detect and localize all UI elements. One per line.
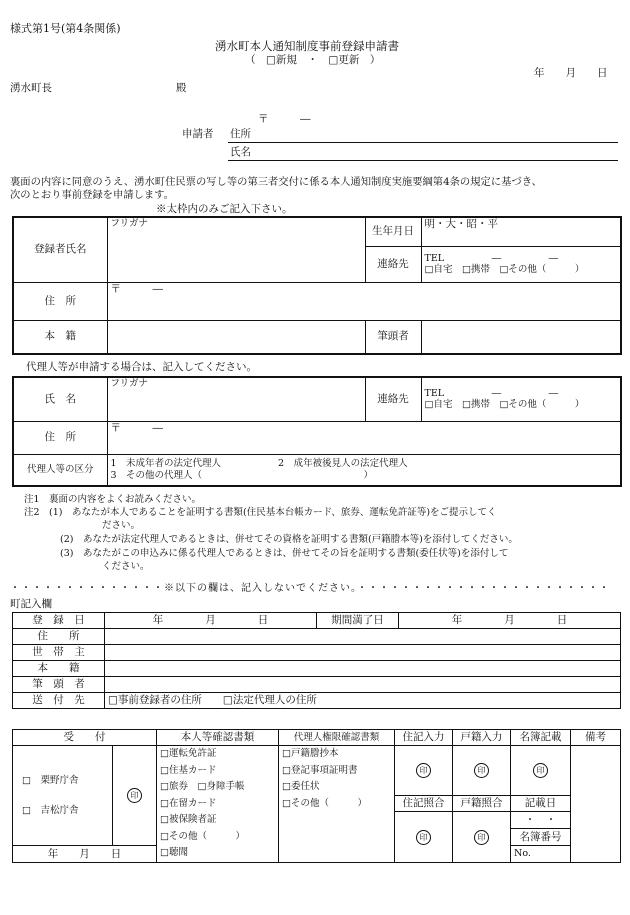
note-4: (3) あなたがこの申込みに係る代理人であるときは、併せてその旨を証明する書類(委任状等)を添付して bbox=[60, 548, 509, 559]
agent-contact-label: 連絡先 bbox=[365, 377, 421, 421]
id-doc-item: □旅券 □身障手帳 bbox=[160, 781, 245, 792]
registrant-name-label: 登録者氏名 bbox=[13, 217, 107, 282]
frame-note: ※太枠内のみご記入下さい。 bbox=[156, 203, 293, 215]
applicant-address-label: 住所 bbox=[230, 128, 251, 140]
honseki-label: 本 籍 bbox=[13, 320, 107, 354]
birth-label: 生年月日 bbox=[365, 217, 421, 246]
note-2: 注2 (1) あなたが本人であることを証明する書類(住民基本台帳カード、旅券、運転免許証等)をご提示してく bbox=[24, 507, 497, 518]
stamp-icon: 印 bbox=[474, 763, 489, 778]
hittosha-label: 筆頭者 bbox=[365, 320, 421, 354]
koseki-input-header: 戸籍入力 bbox=[453, 730, 511, 746]
agent-contact-field[interactable] bbox=[421, 377, 621, 421]
furigana-label: フリガナ bbox=[110, 218, 149, 229]
auth-docs-header: 代理人権限確認書類 bbox=[279, 730, 395, 746]
registrant-table bbox=[12, 216, 622, 355]
town-jusho-label: 住 所 bbox=[13, 629, 105, 645]
sofusaki-options: □事前登録者の住所 □法定代理人の住所 bbox=[105, 693, 621, 709]
koseki-input-stamp bbox=[453, 746, 511, 796]
town-table bbox=[12, 612, 621, 709]
id-docs-header: 本人等確認書類 bbox=[157, 730, 279, 746]
applicant-postal: 〒 ― bbox=[258, 113, 311, 125]
yoshimatsu-option: □ 吉松庁舎 bbox=[22, 804, 79, 816]
office-branches bbox=[13, 746, 113, 846]
id-docs-list bbox=[157, 746, 279, 863]
koseki-check-header: 戸籍照合 bbox=[453, 796, 511, 812]
birth-field[interactable] bbox=[421, 217, 621, 246]
stamp-icon: 印 bbox=[416, 830, 431, 845]
applicant-name-label: 氏名 bbox=[230, 146, 251, 158]
kurino-option: □ 栗野庁舎 bbox=[22, 775, 79, 787]
applicant-name-field[interactable] bbox=[228, 160, 618, 161]
id-doc-item: □その他（ ） bbox=[160, 830, 245, 842]
meibo-no-label: 名簿番号 bbox=[519, 831, 562, 843]
juki-check-stamp bbox=[395, 812, 453, 863]
agent-category-label: 代理人等の区分 bbox=[13, 454, 107, 486]
juki-input-header: 住記入力 bbox=[395, 730, 453, 746]
agent-category-2: 3 その他の代理人（ ） bbox=[110, 469, 374, 481]
auth-doc-item: □委任状 bbox=[282, 781, 320, 792]
reg-date-label: 登 録 日 bbox=[13, 613, 105, 629]
no-field: No. bbox=[511, 846, 571, 863]
meibo-kisai-header: 名簿記載 bbox=[511, 730, 571, 746]
office-table bbox=[12, 729, 621, 863]
auth-docs-list bbox=[279, 746, 395, 863]
id-doc-item: □被保険者証 bbox=[160, 814, 217, 825]
biko-field bbox=[571, 746, 621, 863]
postal-mark: 〒 ― bbox=[110, 282, 163, 295]
note-3: (2) あなたが法定代理人であるときは、併せてその資格を証明する書類(戸籍謄本等)を添付してください。 bbox=[60, 534, 518, 545]
agent-address-label: 住 所 bbox=[13, 421, 107, 454]
agent-tel-line: TEL ― ― bbox=[424, 387, 559, 399]
uketsuke-header: 受 付 bbox=[13, 730, 157, 746]
addressee: 湧水町長 bbox=[10, 82, 52, 94]
note-4-cont: ください。 bbox=[102, 561, 150, 572]
sofusaki-label: 送 付 先 bbox=[13, 693, 105, 709]
biko-header: 備考 bbox=[571, 730, 621, 746]
kisai-date-cell bbox=[511, 812, 571, 846]
intro-text-2: 次のとおり事前登録を申請します。 bbox=[10, 189, 174, 201]
registrant-name-field[interactable] bbox=[107, 217, 365, 282]
form-title: 湧水町本人通知制度事前登録申請書 bbox=[215, 39, 399, 53]
auth-doc-item: □登記事項証明書 bbox=[282, 764, 358, 776]
agent-table bbox=[12, 376, 622, 487]
town-hittosha-label: 筆 頭 者 bbox=[13, 677, 105, 693]
registrant-address-field[interactable] bbox=[107, 282, 621, 320]
reg-date-field: 年 月 日 bbox=[105, 613, 317, 629]
intro-text-1: 裏面の内容に同意のうえ、湧水町住民票の写し等の第三者交付に係る本人通知制度実施要綱第4条の規定に基づき、 bbox=[10, 176, 542, 188]
agent-address-field[interactable] bbox=[107, 421, 621, 454]
agent-tel-options: □自宅 □携帯 □その他（ ） bbox=[424, 399, 585, 411]
registrant-contact-field[interactable] bbox=[421, 246, 621, 282]
dono: 殿 bbox=[176, 82, 187, 94]
note-2-cont: ださい。 bbox=[102, 520, 141, 531]
id-doc-item: □在留カード bbox=[160, 797, 217, 809]
stamp-icon: 印 bbox=[127, 788, 142, 803]
setainushi-label: 世 帯 主 bbox=[13, 645, 105, 661]
id-doc-item: □聴聞 bbox=[160, 847, 188, 858]
koseki-check-stamp bbox=[453, 812, 511, 863]
town-jusho-field bbox=[105, 629, 621, 645]
era-options: 明・大・昭・平 bbox=[424, 218, 498, 230]
setainushi-field bbox=[105, 645, 621, 661]
kisai-date-header: 記載日 bbox=[511, 796, 571, 812]
meibo-kisai-stamp bbox=[511, 746, 571, 796]
town-hittosha-field bbox=[105, 677, 621, 693]
applicant-label: 申請者 bbox=[182, 128, 214, 140]
juki-input-stamp bbox=[395, 746, 453, 796]
tel-line: TEL ― ― bbox=[424, 252, 559, 264]
juki-check-header: 住記照合 bbox=[395, 796, 453, 812]
agent-intro: 代理人等が申請する場合は、記入してください。 bbox=[26, 361, 257, 373]
hittosha-field[interactable] bbox=[421, 320, 621, 354]
agent-name-label: 氏 名 bbox=[13, 377, 107, 421]
tel-options: □自宅 □携帯 □その他（ ） bbox=[424, 264, 585, 275]
id-doc-item: □住基カード bbox=[160, 764, 217, 776]
note-1: 注1 裏面の内容をよくお読みください。 bbox=[24, 494, 202, 505]
agent-category-1: 1 未成年者の法定代理人 2 成年被後見人の法定代理人 bbox=[110, 458, 408, 470]
date-line: 年 月 日 bbox=[534, 67, 608, 79]
id-doc-item: □運転免許証 bbox=[160, 748, 217, 759]
agent-category-field[interactable] bbox=[107, 454, 621, 486]
divider-text: ・・・・・・・・・・・・・・※以下の欄は、記入しないでください。・・・・・・・・・・・・・・・・・・・・・・・ bbox=[10, 583, 610, 594]
expiry-field: 年 月 日 bbox=[399, 613, 621, 629]
town-honseki-field bbox=[105, 661, 621, 677]
auth-doc-item: □その他（ ） bbox=[282, 797, 367, 809]
stamp-icon: 印 bbox=[474, 830, 489, 845]
kisai-date-value: ・ ・ bbox=[511, 812, 570, 829]
form-subtitle: （ □新規 ・ □更新 ） bbox=[245, 54, 381, 66]
applicant-address-field[interactable] bbox=[228, 142, 618, 143]
agent-furigana-label: フリガナ bbox=[110, 378, 149, 389]
auth-doc-item: □戸籍謄抄本 bbox=[282, 748, 339, 759]
form-number: 様式第1号(第4条関係) bbox=[10, 22, 121, 35]
agent-postal-mark: 〒 ― bbox=[110, 421, 163, 434]
registrant-address-label: 住 所 bbox=[13, 282, 107, 320]
stamp-icon: 印 bbox=[416, 763, 431, 778]
registrant-contact-label: 連絡先 bbox=[365, 246, 421, 282]
town-honseki-label: 本 籍 bbox=[13, 661, 105, 677]
agent-name-field[interactable] bbox=[107, 377, 365, 421]
honseki-field[interactable] bbox=[107, 320, 365, 354]
uketsuke-stamp bbox=[113, 746, 157, 846]
uketsuke-date: 年 月 日 bbox=[13, 846, 157, 863]
town-section-label: 町記入欄 bbox=[10, 598, 52, 610]
expiry-label: 期間満了日 bbox=[317, 613, 399, 629]
stamp-icon: 印 bbox=[533, 763, 548, 778]
